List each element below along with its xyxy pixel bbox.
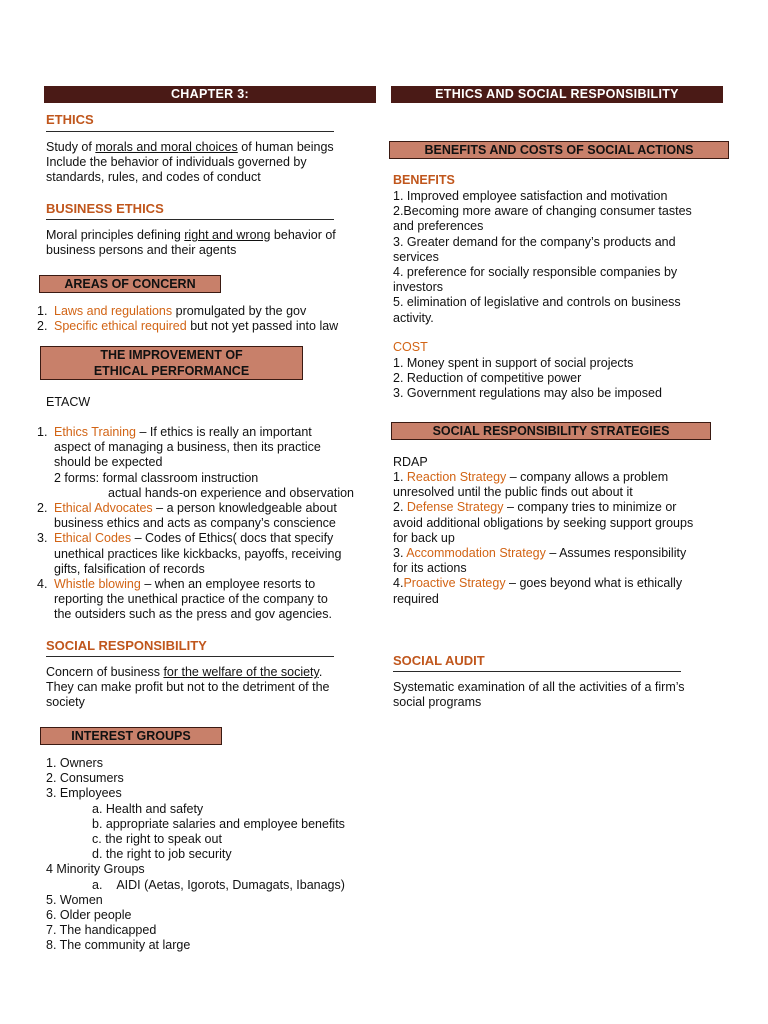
item-text: aspect of managing a business, then its practice [54, 440, 321, 455]
social-responsibility-heading: SOCIAL RESPONSIBILITY [46, 638, 207, 653]
item-number: 3. [393, 546, 407, 561]
improvement-list [37, 425, 382, 623]
item-text: but not yet passed into law [186, 319, 339, 334]
list-item: 3. Greater demand for the company’s products and [393, 234, 676, 249]
improvement-box [40, 346, 303, 380]
item-text: reporting the unethical practice of the company to [54, 592, 328, 607]
list-item [37, 577, 382, 623]
item-number: 1. [393, 470, 407, 484]
item-text: avoid additional obligations by seeking support groups [393, 515, 694, 530]
social-responsibility-rule [46, 656, 334, 657]
item-highlight: Ethics Training [54, 425, 136, 439]
item-number: a. [92, 877, 103, 892]
sr-line: society [46, 695, 85, 710]
item-highlight: Ethical Codes [54, 531, 132, 546]
social-audit-heading: SOCIAL AUDIT [393, 653, 485, 668]
interest-groups-box: INTEREST GROUPS [40, 727, 222, 745]
be-underline: right and wrong [184, 228, 271, 242]
list-item: 1. Owners [46, 756, 103, 770]
item-number: 4. [393, 576, 404, 591]
item-number: 2. [37, 501, 48, 516]
list-item [37, 501, 382, 531]
item-text: – company allows a problem [506, 470, 669, 484]
etacw-acronym: ETACW [46, 395, 91, 409]
item-highlight: Accommodation Strategy [406, 546, 546, 561]
list-item: activity. [393, 310, 434, 325]
item-highlight: Proactive Strategy [403, 576, 506, 591]
item-text: unethical practices like kickbacks, payoffs, receiving [54, 546, 342, 561]
item-highlight: Whistle blowing [54, 577, 141, 592]
benefits-heading: BENEFITS [393, 173, 455, 187]
item-text: business ethics and acts as company’s conscience [54, 516, 336, 531]
list-item: 5. elimination of legislative and controls on business [393, 295, 681, 310]
social-audit-definition [393, 680, 733, 710]
list-item: 3. Employees [46, 786, 122, 801]
list-item: 2. Reduction of competitive power [393, 371, 582, 386]
item-text: gifts, falsification of records [54, 561, 205, 576]
cost-heading: COST [393, 340, 428, 354]
ethics-definition [46, 140, 376, 186]
social-responsibility-definition [46, 665, 376, 711]
list-item: c. the right to speak out [92, 832, 222, 847]
ethics-underline: morals and moral choices [95, 140, 238, 154]
item-text: – Assumes responsibility [545, 546, 687, 561]
ethics-heading: ETHICS [46, 112, 94, 127]
be-line: business persons and their agents [46, 243, 237, 258]
list-item [37, 319, 377, 334]
business-ethics-heading: BUSINESS ETHICS [46, 201, 164, 216]
strategies-box: SOCIAL RESPONSIBILITY STRATEGIES [391, 422, 711, 440]
sr-text: Concern of business [46, 665, 164, 679]
item-number: 1. [37, 304, 48, 318]
list-item: investors [393, 280, 444, 295]
title-banner: ETHICS AND SOCIAL RESPONSIBILITY [391, 86, 723, 103]
ethics-line: Include the behavior of individuals governed by [46, 155, 307, 170]
item-highlight: Laws and regulations [54, 304, 173, 318]
list-item: and preferences [393, 219, 484, 234]
list-item [37, 304, 377, 319]
list-item: 1. Improved employee satisfaction and motivation [393, 189, 668, 203]
business-ethics-rule [46, 219, 334, 220]
item-highlight: Ethical Advocates [54, 501, 153, 516]
list-item [393, 546, 738, 561]
ethics-rule [46, 131, 334, 132]
list-item: 1. Money spent in support of social projects [393, 356, 634, 370]
item-text: promulgated by the gov [172, 304, 307, 318]
interest-groups-list [46, 756, 376, 954]
list-item: 5. Women [46, 892, 103, 907]
list-item: a. Health and safety [92, 801, 204, 816]
social-audit-rule [393, 671, 681, 672]
benefits-list [393, 189, 733, 326]
item-number: 3. [37, 531, 48, 546]
list-item [37, 531, 382, 577]
sr-line: They can make profit but not to the detriment of the [46, 680, 330, 695]
item-highlight: Reaction Strategy [406, 470, 507, 484]
list-item: 3. Government regulations may also be imposed [393, 386, 662, 401]
list-item: 8. The community at large [46, 938, 191, 953]
list-item [393, 576, 738, 591]
benefits-costs-box: BENEFITS AND COSTS OF SOCIAL ACTIONS [389, 141, 729, 159]
item-text: 2 forms: formal classroom instruction [54, 470, 259, 485]
areas-of-concern-box: AREAS OF CONCERN [39, 275, 221, 293]
item-text: – If ethics is really an important [135, 425, 312, 439]
item-text: for its actions [393, 561, 467, 576]
item-text: – Codes of Ethics( docs that specify [131, 531, 334, 546]
item-highlight: Defense Strategy [406, 500, 504, 515]
list-item: 2.Becoming more aware of changing consumer tastes [393, 204, 692, 219]
item-number: 1. [37, 425, 48, 439]
list-item: services [393, 249, 439, 264]
business-ethics-definition [46, 228, 376, 258]
item-text: – goes beyond what is ethically [505, 576, 683, 591]
item-text: for back up [393, 530, 455, 545]
item-highlight: Specific ethical required [54, 319, 187, 334]
item-text: unresolved until the public finds out about it [393, 485, 633, 500]
item-text: required [393, 591, 439, 606]
cost-list [393, 356, 733, 402]
improvement-box-line: THE IMPROVEMENT OF [100, 348, 243, 362]
list-item: b. appropriate salaries and employee benefits [92, 816, 345, 831]
item-text: – a person knowledgeable about [152, 501, 337, 516]
list-item [393, 500, 738, 515]
sr-text: . [318, 665, 323, 679]
sa-line: Systematic examination of all the activities of a firm’s [393, 680, 685, 694]
item-text: should be expected [54, 455, 163, 470]
list-item [46, 878, 376, 893]
item-number: 2. [393, 500, 407, 515]
item-text: – company tries to minimize or [503, 500, 677, 515]
item-number: 4. [37, 577, 48, 592]
strategies-list [393, 470, 738, 607]
be-text: behavior of [270, 228, 336, 242]
item-number: 2. [37, 319, 48, 334]
ethics-line: standards, rules, and codes of conduct [46, 170, 261, 185]
list-item: 6. Older people [46, 908, 132, 923]
item-text: the outsiders such as the press and gov agencies. [54, 607, 332, 622]
list-item [37, 425, 382, 501]
rdap-acronym: RDAP [393, 455, 428, 469]
sa-line: social programs [393, 695, 482, 710]
list-item [393, 470, 738, 485]
list-item: 2. Consumers [46, 771, 124, 786]
be-text: Moral principles defining [46, 228, 185, 242]
improvement-box-line: ETHICAL PERFORMANCE [93, 364, 250, 378]
list-item: d. the right to job security [92, 847, 232, 862]
list-item: 4 Minority Groups [46, 862, 145, 877]
item-text: – when an employee resorts to [140, 577, 316, 592]
item-text: actual hands-on experience and observation [108, 485, 355, 500]
ethics-text: Study of [46, 140, 96, 154]
sr-underline: for the welfare of the society [163, 665, 319, 679]
ethics-text: of human beings [237, 140, 334, 154]
chapter-banner: CHAPTER 3: [44, 86, 376, 103]
list-item: 7. The handicapped [46, 923, 157, 938]
areas-list [37, 304, 377, 334]
list-item: 4. preference for socially responsible companies by [393, 265, 678, 280]
item-text: AIDI (Aetas, Igorots, Dumagats, Ibanags) [116, 877, 345, 892]
